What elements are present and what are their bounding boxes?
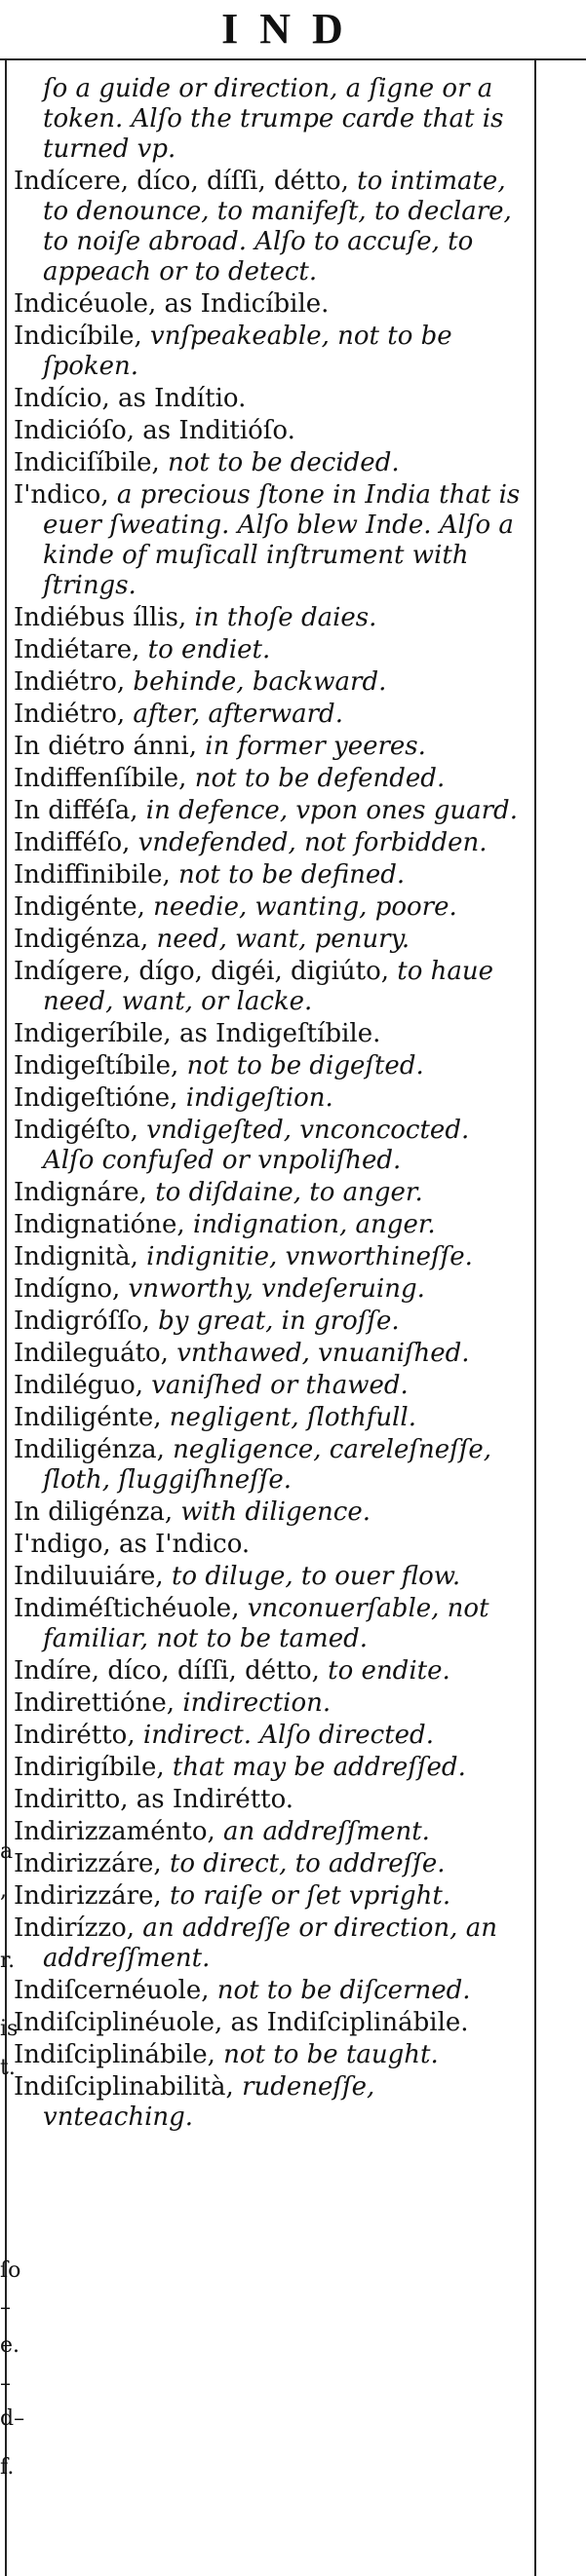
entry-definition: to diſdaine, to anger. [146,1178,423,1207]
entry-headword: Indígere, dígo, digéi, digiúto, [14,957,389,986]
dictionary-entry [14,322,527,382]
entry-headword: In difféſa, [14,796,138,825]
entry-headword: Indirizzáre, [14,1881,162,1911]
entry-headword: I'ndico, [14,480,109,510]
dictionary-entry [14,1497,527,1528]
left-column-fragment: , [0,1878,7,1903]
entry-headword: Indício, as Indítio. [14,384,247,413]
entry-headword: Indiffinibile, [14,860,171,890]
entry-headword: I'ndigo, as I'ndico. [14,1530,251,1559]
entry-definition: need, want, penury. [148,925,410,954]
dictionary-entry [14,1019,527,1049]
dictionary-entry [14,1339,527,1369]
entry-definition: vnconuerſable, not familiar, not to be tamed. [43,1594,489,1653]
dictionary-entry [14,448,527,478]
entry-definition: vndefended, not forbidden. [130,828,488,857]
top-rule [0,58,586,60]
entry-definition: ſo a guide or direction, a ſigne or a token. Alſo the trumpe carde that is turned vp. [43,74,504,164]
entry-headword: Indignáre, [14,1178,147,1207]
entry-headword: Indiligénza, [14,1435,165,1464]
entry-headword: Indiétare, [14,635,140,664]
entry-headword: In diétro ánni, [14,732,197,761]
entry-definition: to endite. [319,1656,450,1686]
dictionary-entry [14,603,527,633]
entry-headword: Indigénza, [14,925,149,954]
dictionary-entry [14,1274,527,1305]
dictionary-entry [14,416,527,446]
dictionary-entry [14,1753,527,1783]
dictionary-entry [14,480,527,601]
entry-headword: Indícere, díco, díſſi, détto, [14,167,349,196]
entry-headword: Indiſciplinábile, [14,2040,215,2069]
entry-headword: Indiſciplinéuole, as Indiſciplinábile. [14,2008,469,2037]
dictionary-entry [14,957,527,1017]
left-column-fragment: f. [0,2455,15,2480]
entry-definition: to direct, to addreſſe. [161,1849,446,1878]
entry-headword: Indirizzáre, [14,1849,162,1878]
entry-definition: vnthawed, vnuaniſhed. [168,1339,470,1368]
left-column-fragment: t. [0,2056,16,2080]
dictionary-entry [14,667,527,698]
dictionary-entry [14,1785,527,1815]
entry-definition: negligent, ſlothfull. [161,1403,416,1432]
entry-definition: not to be decided. [159,448,400,477]
entry-headword: Indirizzaménto, [14,1817,215,1846]
entry-headword: Indirigíbile, [14,1753,165,1782]
entry-headword: Indifféſo, [14,828,131,857]
entry-definition: indirect. Alſo directed. [135,1721,434,1750]
dictionary-entry [14,74,527,165]
entry-headword: Indigénte, [14,892,145,922]
dictionary-entry [14,1881,527,1912]
entry-headword: Indigróſſo, [14,1307,150,1336]
entry-headword: Indirettióne, [14,1688,176,1718]
dictionary-entry [14,1307,527,1337]
entry-definition: rudeneſſe, vnteaching. [43,2072,375,2132]
left-column-rule [5,60,7,2576]
entry-definition: not to be taught. [215,2040,439,2069]
entry-headword: Indigeſtióne, [14,1083,178,1113]
entry-headword: Indiciſíbile, [14,448,160,477]
dictionary-entry [14,1562,527,1592]
entry-definition: indirection. [175,1688,332,1718]
entry-definition: needie, wanting, poore. [144,892,457,922]
entry-headword: In diligénza, [14,1497,174,1527]
left-column-fragment: r. [0,1949,16,1973]
entry-headword: Indiluuiáre, [14,1562,164,1591]
entry-headword: Indicíbile, [14,322,142,351]
entry-headword: Indiligénte, [14,1403,162,1432]
dictionary-entry [14,1051,527,1081]
entry-headword: Indiſciplinabilità, [14,2072,234,2102]
entry-definition: with diligence. [173,1497,371,1527]
entry-headword: Indígno, [14,1274,121,1304]
dictionary-entry [14,1178,527,1208]
entry-definition: after, afterward. [125,700,343,729]
entry-definition: an addreſſment. [215,1817,430,1846]
entry-headword: Indiméſtichéuole, [14,1594,240,1623]
entry-headword: Indigeríbile, as Indigeſtíbile. [14,1019,381,1048]
dictionary-entry [14,384,527,414]
dictionary-entry [14,1849,527,1879]
dictionary-entry [14,1371,527,1401]
left-column-fragment: d– [0,2406,25,2431]
dictionary-entry [14,796,527,826]
page-title: IND [221,5,365,53]
left-column-fragment: – [0,2371,11,2396]
dictionary-entry [14,732,527,762]
entry-headword: Indiffenſíbile, [14,764,187,793]
entry-definition: to intimate, to denounce, to manifeſt, to declare, to noiſe abroad. Alſo to accuſe, to appeach or to detect. [43,167,512,286]
entry-definition: to endiet. [139,635,271,664]
entry-headword: Indiritto, as Indirétto. [14,1785,294,1814]
left-column-fragment: – [0,2295,11,2320]
entry-definition: indigeſtion. [177,1083,333,1113]
dictionary-entry [14,1083,527,1114]
left-column-fragment: a [0,1839,14,1864]
dictionary-entry [14,860,527,890]
entry-definition: negligence, careleſneſſe, ſloth, ſluggiſhneſſe. [43,1435,492,1495]
dictionary-entry [14,764,527,794]
dictionary-entry [14,1435,527,1496]
left-column-fragment: e. [0,2333,20,2358]
dictionary-entry [14,892,527,923]
entry-definition: to diluge, to ouer flow. [163,1562,461,1591]
entry-definition: in thoſe daies. [186,603,377,632]
entry-definition: to haue need, want, or lacke. [43,957,494,1016]
entry-definition: vnſpeakeable, not to be ſpoken. [43,322,452,381]
entry-definition: not to be digeſted. [178,1051,424,1080]
entry-headword: Indirízzo, [14,1913,136,1943]
dictionary-entry [14,1721,527,1751]
dictionary-entry [14,635,527,665]
dictionary-entry [14,1403,527,1433]
dictionary-entry [14,1817,527,1847]
dictionary-entry [14,1976,527,2006]
dictionary-entry [14,1242,527,1272]
entry-definition: not to be defended. [186,764,446,793]
dictionary-entry [14,2008,527,2038]
entry-headword: Indignità, [14,1242,138,1271]
dictionary-entry [14,289,527,320]
entry-definition: vaniſhed or thawed. [142,1371,409,1400]
dictionary-entry [14,2072,527,2133]
entry-headword: Indileguáto, [14,1339,169,1368]
entry-definition: in former yeeres. [197,732,426,761]
dictionary-entry [14,1913,527,1974]
entry-definition: vnworthy, vndeſeruing. [120,1274,425,1304]
entry-headword: Indirétto, [14,1721,136,1750]
entry-headword: Indiléguo, [14,1371,143,1400]
entry-definition: not to be diſcerned. [209,1976,471,2005]
dictionary-entry [14,1656,527,1686]
entry-definition: in defence, vpon ones guard. [137,796,518,825]
dictionary-entry [14,1210,527,1240]
entry-definition: that may be addreſſed. [164,1753,466,1782]
right-column-rule [534,60,536,2576]
entry-definition: an addreſſe or direction, an addreſſment. [43,1913,497,1973]
dictionary-entry [14,1530,527,1560]
left-column-fragment: is [0,2017,19,2041]
entry-headword: Indiétro, [14,700,126,729]
entry-headword: Indiébus íllis, [14,603,187,632]
page-header [0,0,586,58]
dictionary-entry [14,828,527,858]
dictionary-column [14,74,527,2135]
entry-definition: vndigeſted, vnconcocted. Alſo confuſed or vnpoliſhed. [43,1116,470,1175]
entry-definition: by great, in groſſe. [149,1307,400,1336]
dictionary-entry [14,167,527,287]
entry-definition: behinde, backward. [125,667,387,697]
dictionary-entry [14,1688,527,1719]
entry-headword: Indignatióne, [14,1210,185,1239]
entry-definition: to raiſe or ſet vpright. [161,1881,451,1911]
entry-headword: Indigeſtíbile, [14,1051,179,1080]
entry-headword: Indiſcernéuole, [14,1976,210,2005]
left-column-fragment: ſo [0,2258,21,2283]
entry-definition: indignitie, vnworthineſſe. [137,1242,473,1271]
entry-headword: Indíre, díco, díſſi, détto, [14,1656,320,1686]
dictionary-entry [14,925,527,955]
entry-definition: a precious ſtone in India that is euer ſweating. Alſo blew Inde. Alſo a kinde of muſicall inſtrument with ſtrings. [43,480,521,600]
dictionary-entry [14,700,527,730]
entry-definition: not to be defined. [170,860,406,890]
dictionary-entry [14,2040,527,2070]
entry-definition: indignation, anger. [184,1210,436,1239]
entry-headword: Indicéuole, as Indicíbile. [14,289,330,319]
dictionary-entry [14,1116,527,1176]
entry-headword: Indicióſo, as Inditióſo. [14,416,295,445]
dictionary-entry [14,1594,527,1654]
entry-headword: Indiétro, [14,667,126,697]
entry-headword: Indigéſto, [14,1116,138,1145]
